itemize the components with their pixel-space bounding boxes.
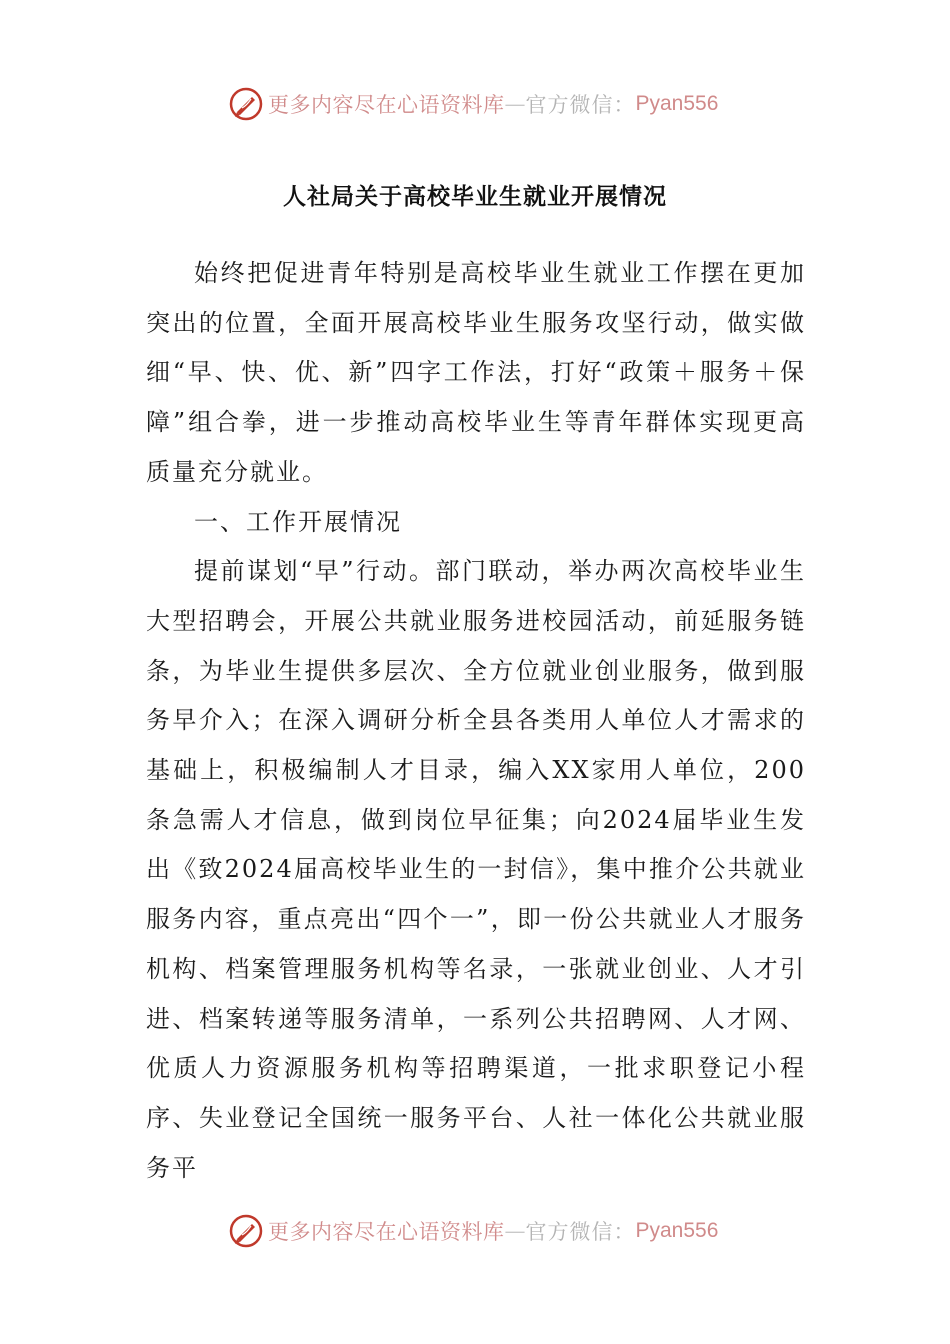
watermark-wechat-id: Pyan556 bbox=[635, 92, 719, 115]
body-paragraph: 提前谋划“早”行动。部门联动，举办两次高校毕业生大型招聘会，开展公共就业服务进校园活动，前延服务链条，为毕业生提供多层次、全方位就业创业服务，做到服务早介入；在深入调研分析全县各类用人单位人才需求的基础上，积极编制人才目录，编入XX家用人单位，200条急需人才信息，做到岗位早征集；向2024届毕业生发出《致2024届高校毕业生的一封信》，集中推介公共就业服务内容，重点亮出“四个一”，即一份公共就业人才服务机构、档案管理服务机构等名录，一张就业创业、人才引进、档案转递等服务清单，一系列公共招聘网、人才网、优质人力资源服务机构等招聘渠道，一批求职登记小程序、失业登记全国统一服务平台、人社一体化公共就业服务平 bbox=[146, 557, 806, 1182]
intro-paragraph: 始终把促进青年特别是高校毕业生就业工作摆在更加突出的位置，全面开展高校毕业生服务攻坚行动，做实做细“早、快、优、新”四字工作法，打好“政策＋服务＋保障”组合拳，进一步推动高校毕业生等青年群体实现更高质量充分就业。 bbox=[146, 259, 806, 486]
watermark-brand: 更多内容尽在心语资料库 bbox=[268, 93, 505, 117]
watermark-footer bbox=[228, 1211, 718, 1251]
pen-logo-icon bbox=[228, 1213, 264, 1249]
watermark-header bbox=[228, 84, 718, 124]
watermark-separator: — bbox=[504, 1219, 526, 1243]
watermark-brand: 更多内容尽在心语资料库 bbox=[268, 1220, 505, 1244]
watermark-wechat-label: 官方微信： bbox=[525, 93, 636, 117]
watermark-separator: — bbox=[504, 92, 526, 116]
watermark-wechat-id: Pyan556 bbox=[635, 1219, 719, 1242]
watermark-wechat-label: 官方微信： bbox=[525, 1220, 636, 1244]
section-heading: 一、工作开展情况 bbox=[194, 507, 402, 536]
document-title: 人社局关于高校毕业生就业开展情况 bbox=[283, 183, 667, 210]
pen-logo-icon bbox=[228, 86, 264, 122]
document-body bbox=[146, 249, 806, 1193]
